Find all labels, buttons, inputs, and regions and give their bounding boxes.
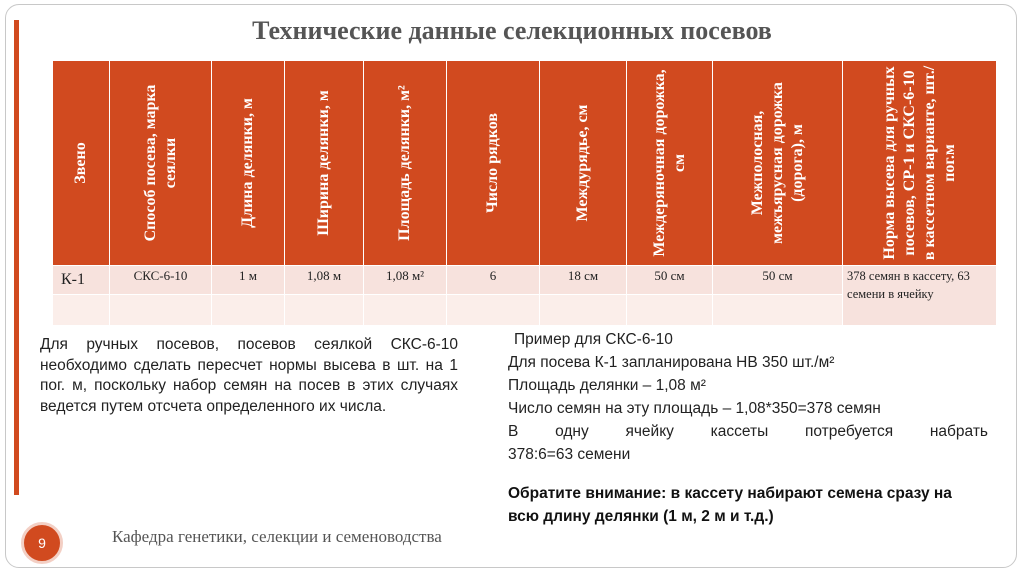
example-line: В одну ячейку кассеты потребуется набрать: [508, 422, 988, 440]
table-cell: К-1: [53, 266, 110, 295]
table-cell: [53, 295, 110, 326]
table-cell: [713, 295, 843, 326]
table-header: Междеряночная дорожка, см: [627, 61, 713, 266]
table-header: Ширина делянки, м: [285, 61, 364, 266]
example-line: Для посева К-1 запланирована НВ 350 шт./м²: [508, 353, 835, 371]
example-line: 378:6=63 семени: [508, 445, 631, 463]
page-number-badge: 9: [21, 522, 63, 564]
table-header: Площадь делянки, м²: [364, 61, 447, 266]
table-cell: [364, 295, 447, 326]
table-header: Межполосная, межъярусная дорожка (дорога), м: [713, 61, 843, 266]
table-cell: СКС-6-10: [110, 266, 212, 295]
table-header-row: [53, 61, 997, 266]
data-table: [52, 60, 997, 326]
table-cell: 378 семян в кассету, 63 семени в ячейку: [843, 266, 997, 326]
table-cell: 1 м: [212, 266, 285, 295]
table-row: [53, 266, 997, 295]
table-cell: [285, 295, 364, 326]
attention-note: Обратите внимание: в кассету набирают семена сразу на всю длину делянки (1 м, 2 м и т.д.): [508, 485, 952, 526]
table-cell: 50 см: [627, 266, 713, 295]
table-cell: 1,08 м: [285, 266, 364, 295]
table-cell: [212, 295, 285, 326]
table-header: Число рядков: [447, 61, 540, 266]
footer-text: Кафедра генетики, селекции и семеноводства: [112, 527, 442, 546]
page-title: Технические данные селекционных посевов: [252, 16, 772, 45]
table-cell: [110, 295, 212, 326]
table-cell: [540, 295, 627, 326]
example-block: [508, 329, 988, 467]
table-cell: 6: [447, 266, 540, 295]
table-cell: 50 см: [713, 266, 843, 295]
table-header: Междурядье, см: [540, 61, 627, 266]
table-cell: 1,08 м²: [364, 266, 447, 295]
table-header: Звено: [53, 61, 110, 266]
example-line: Площадь делянки – 1,08 м²: [508, 376, 706, 394]
example-line: Пример для СКС-6-10: [514, 331, 673, 348]
table-cell: [627, 295, 713, 326]
example-line: Число семян на эту площадь – 1,08*350=378 семян: [508, 399, 881, 417]
table-header: Длина делянки, м: [212, 61, 285, 266]
explanation-paragraph: Для ручных посевов, посевов сеялкой СКС-6-10 необходимо сделать пересчет нормы высева в шт. на 1 пог. м, поскольку набор семян на посев в этих случаях ведется путем отсчета определенного их числа.: [40, 336, 458, 415]
table-header: Способ посева, марка сеялки: [110, 61, 212, 266]
table-cell: [447, 295, 540, 326]
table-cell: 18 см: [540, 266, 627, 295]
table-header: Норма высева для ручных посевов, СР-1 и СКС-6-10 в кассетном варианте, шт./пог.м: [843, 61, 997, 266]
accent-line: [14, 20, 19, 495]
